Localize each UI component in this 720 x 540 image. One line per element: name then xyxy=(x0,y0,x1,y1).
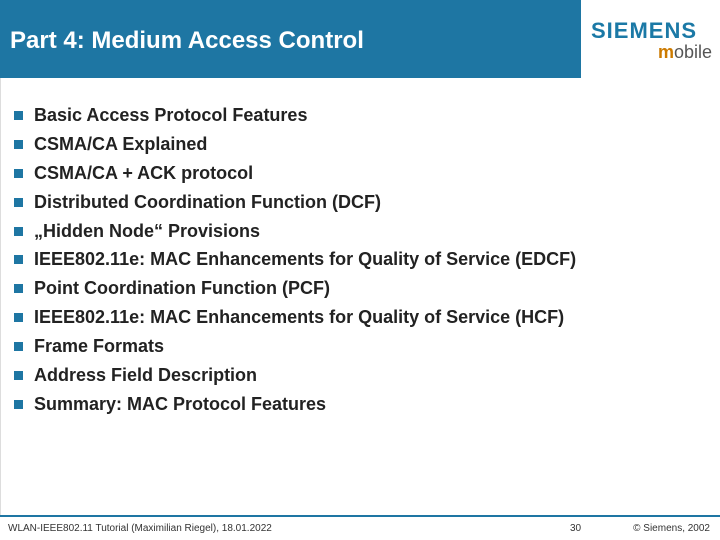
agenda-item xyxy=(14,361,576,390)
agenda-item-text: Frame Formats xyxy=(34,336,165,357)
square-bullet-icon xyxy=(14,227,23,236)
square-bullet-icon xyxy=(14,169,23,178)
agenda-item xyxy=(14,217,576,246)
agenda-item xyxy=(14,332,576,361)
left-divider xyxy=(0,78,1,515)
agenda-item xyxy=(14,188,576,217)
slide-footer xyxy=(0,517,720,540)
agenda-item-text: IEEE802.11e: MAC Enhancements for Quality of Service (HCF) xyxy=(34,307,565,328)
agenda-item xyxy=(14,390,576,419)
agenda-item xyxy=(14,101,576,130)
square-bullet-icon xyxy=(14,371,23,380)
square-bullet-icon xyxy=(14,342,23,351)
agenda-item xyxy=(14,130,576,159)
agenda-item-text: Summary: MAC Protocol Features xyxy=(34,393,327,414)
agenda-item-text: Distributed Coordination Function (DCF) xyxy=(34,191,381,212)
square-bullet-icon xyxy=(14,313,23,322)
agenda-item-text: „Hidden Node“ Provisions xyxy=(34,220,261,241)
square-bullet-icon xyxy=(14,198,23,207)
square-bullet-icon xyxy=(14,284,23,293)
agenda-list xyxy=(14,101,576,419)
logo-sub-initial: m xyxy=(657,42,674,62)
agenda-item-text: Point Coordination Function (PCF) xyxy=(34,278,330,299)
agenda-item-text: CSMA/CA Explained xyxy=(34,133,208,154)
logo-sub-rest: obile xyxy=(673,42,712,62)
agenda-item-text: CSMA/CA + ACK protocol xyxy=(34,162,254,183)
agenda-item-text: Basic Access Protocol Features xyxy=(34,104,308,125)
agenda-item xyxy=(14,159,576,188)
agenda-item xyxy=(14,274,576,303)
siemens-mobile-logo xyxy=(581,0,720,78)
agenda-item xyxy=(14,245,576,274)
footer-copyright: © Siemens, 2002 xyxy=(633,523,710,534)
page-number: 30 xyxy=(570,523,582,534)
logo-brand-text: SIEMENS xyxy=(591,18,698,43)
agenda-item-text: Address Field Description xyxy=(34,364,258,385)
footer-source: WLAN-IEEE802.11 Tutorial (Maximilian Riegel), 18.01.2022 xyxy=(8,523,272,534)
agenda-item-text: IEEE802.11e: MAC Enhancements for Quality of Service (EDCF) xyxy=(34,249,577,270)
square-bullet-icon xyxy=(14,111,23,120)
logo-sub-text xyxy=(658,42,712,63)
slide-header xyxy=(0,0,581,78)
agenda-item xyxy=(14,303,576,332)
slide-title: Part 4: Medium Access Control xyxy=(10,27,364,54)
square-bullet-icon xyxy=(14,400,23,409)
square-bullet-icon xyxy=(14,140,23,149)
square-bullet-icon xyxy=(14,255,23,264)
